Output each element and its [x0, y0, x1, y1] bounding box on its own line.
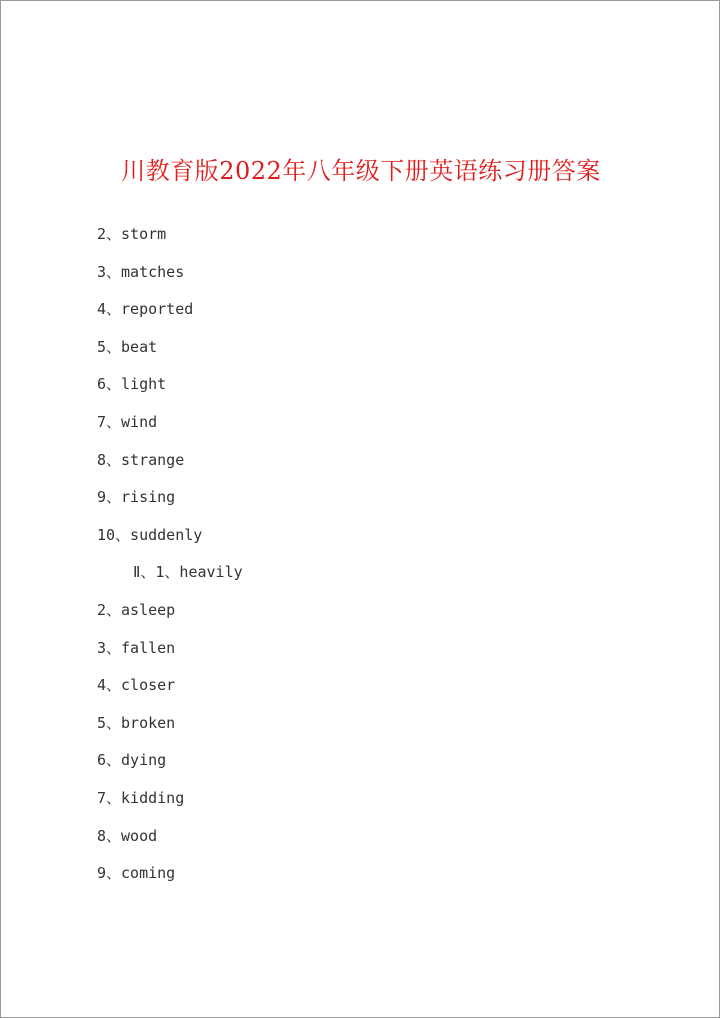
answer-list [97, 223, 243, 900]
answer-line: 6、dying [97, 751, 167, 770]
answer-line: 2、storm [97, 225, 167, 243]
answer-line: 6、light [97, 375, 167, 394]
answer-line: 4、reported [97, 300, 194, 319]
answer-line: 9、rising [97, 488, 176, 507]
answer-line: 3、matches [97, 262, 185, 281]
answer-line: 8、wood [97, 826, 158, 845]
document-title: 川教育版2022年八年级下册英语练习册答案 [121, 157, 601, 185]
answer-line: 3、fallen [97, 638, 176, 657]
answer-line: 2、asleep [97, 600, 176, 619]
answer-line: 8、strange [97, 450, 185, 469]
answer-line: 5、broken [97, 713, 176, 732]
answer-line: 5、beat [97, 337, 158, 356]
section-heading-line: Ⅱ、1、heavily [133, 563, 243, 582]
answer-line: 10、suddenly [97, 525, 203, 544]
answer-line: 4、closer [97, 676, 176, 695]
answer-line: 7、wind [97, 412, 158, 431]
answer-line: 9、coming [97, 864, 176, 883]
answer-line: 7、kidding [97, 788, 185, 807]
